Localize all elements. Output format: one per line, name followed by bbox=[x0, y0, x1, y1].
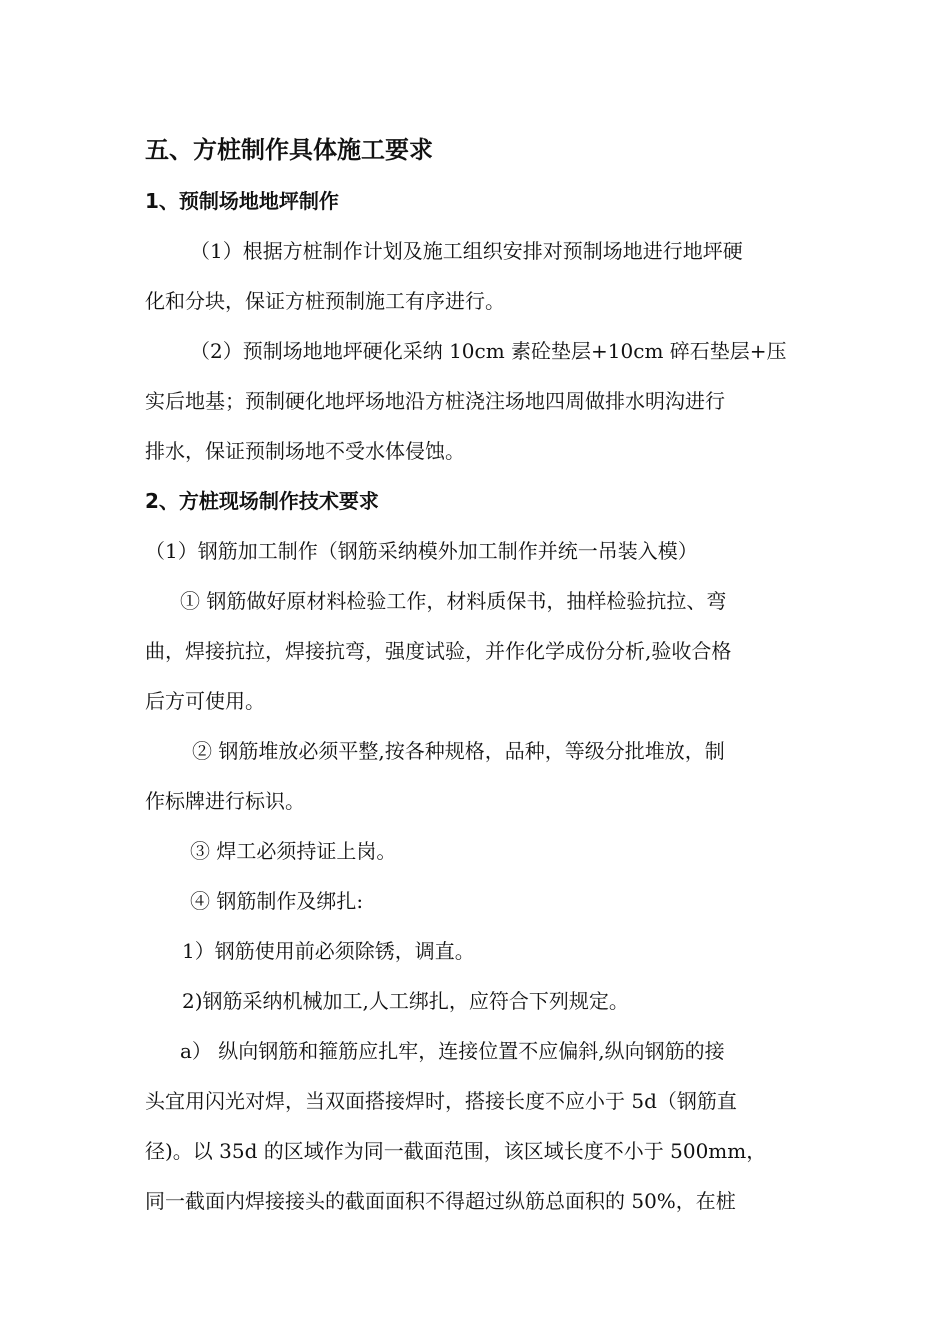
paragraph-line: 同一截面内焊接接头的截面面积不得超过纵筋总面积的 50%，在桩 bbox=[145, 1189, 736, 1213]
subsection-heading: （1）钢筋加工制作（钢筋采纳模外加工制作并统一吊装入模） bbox=[145, 539, 698, 563]
paragraph-line: 径)。以 35d 的区域作为同一截面范围，该区域长度不小于 500mm， bbox=[145, 1139, 767, 1163]
paragraph-line: a） 纵向钢筋和箍筋应扎牢，连接位置不应偏斜,纵向钢筋的接 bbox=[180, 1039, 725, 1063]
paragraph-line: ② 钢筋堆放必须平整,按各种规格，品种，等级分批堆放，制 bbox=[192, 739, 725, 763]
paragraph-line: （1）根据方桩制作计划及施工组织安排对预制场地进行地坪硬 bbox=[190, 239, 743, 263]
paragraph-line: ① 钢筋做好原材料检验工作，材料质保书，抽样检验抗拉、弯 bbox=[180, 589, 727, 613]
paragraph-line: ④ 钢筋制作及绑扎: bbox=[190, 889, 364, 913]
paragraph-line: （2）预制场地地坪硬化采纳 10cm 素砼垫层+10cm 碎石垫层+压 bbox=[190, 339, 787, 363]
paragraph-line: 头宜用闪光对焊，当双面搭接焊时，搭接长度不应小于 5d（钢筋直 bbox=[145, 1089, 737, 1113]
paragraph-line: ③ 焊工必须持证上岗。 bbox=[190, 839, 397, 863]
paragraph-line: 后方可使用。 bbox=[145, 689, 265, 713]
paragraph-line: 实后地基；预制硬化地坪场地沿方桩浇注场地四周做排水明沟进行 bbox=[145, 389, 725, 413]
section-heading-2: 2、方桩现场制作技术要求 bbox=[145, 489, 379, 513]
paragraph-line: 曲，焊接抗拉，焊接抗弯，强度试验，并作化学成份分析,验收合格 bbox=[145, 639, 732, 663]
paragraph-line: 作标牌进行标识。 bbox=[145, 789, 305, 813]
section-heading-1: 1、预制场地地坪制作 bbox=[145, 189, 339, 213]
paragraph-line: 排水，保证预制场地不受水体侵蚀。 bbox=[145, 439, 465, 463]
paragraph-line: 1）钢筋使用前必须除锈，调直。 bbox=[182, 939, 475, 963]
paragraph-line: 2)钢筋采纳机械加工,人工绑扎，应符合下列规定。 bbox=[182, 989, 629, 1013]
paragraph-line: 化和分块，保证方桩预制施工有序进行。 bbox=[145, 289, 505, 313]
page-title: 五、方桩制作具体施工要求 bbox=[145, 136, 433, 164]
